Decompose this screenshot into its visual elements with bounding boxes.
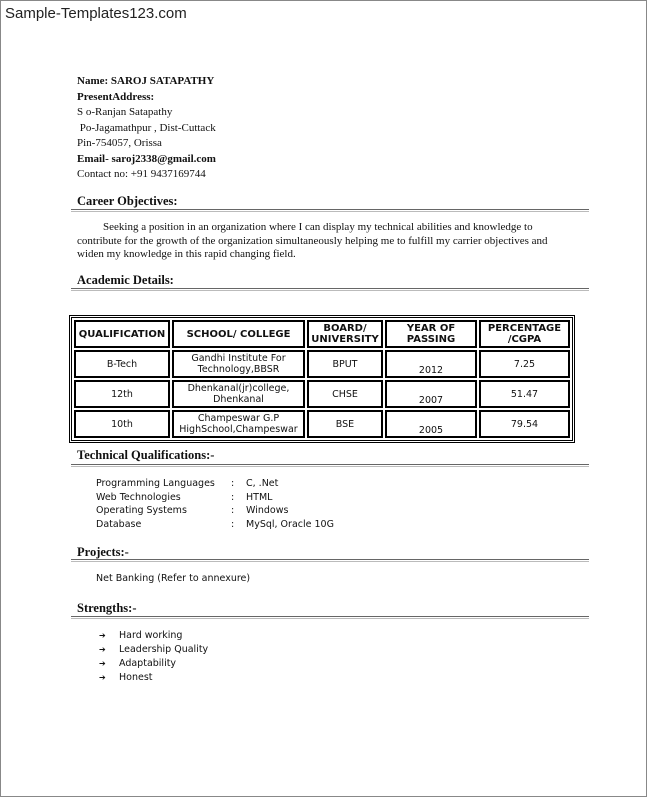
divider <box>71 559 589 562</box>
divider <box>71 464 589 467</box>
strength: Honest <box>119 672 153 683</box>
value: Windows <box>246 505 289 517</box>
table-row <box>74 380 570 408</box>
cell: Gandhi Institute For Technology,BBSR <box>172 350 305 378</box>
address-line: Po-Jagamathpur , Dist-Cuttack <box>77 121 216 134</box>
separator: : <box>231 505 235 517</box>
column-header: PERCENTAGE /CGPA <box>479 320 570 348</box>
address-line: Pin-754057, Orissa <box>77 137 162 149</box>
column-header: YEAR OF PASSING <box>385 320 477 348</box>
address-line: S o-Ranjan Satapathy <box>77 106 173 118</box>
strengths-list <box>99 629 208 685</box>
contact-block <box>77 74 216 183</box>
cell: 79.54 <box>479 410 570 438</box>
list-item <box>99 629 208 643</box>
strength: Hard working <box>119 630 183 641</box>
cell: 51.47 <box>479 380 570 408</box>
list-item <box>99 643 208 657</box>
divider <box>71 288 589 291</box>
list-item <box>96 491 334 505</box>
value: C, .Net <box>246 478 279 489</box>
separator: : <box>231 519 235 531</box>
academic-table <box>69 315 575 443</box>
career-text: Seeking a position in an organization where I can display my technical abilities and knowledge to contribute for the growth of the organization simultaneously helping me to fulfill my carrier objectives and widen my knowledge in this rapid changing field. <box>77 221 548 260</box>
arrow-bullet-icon: ➔ <box>99 673 106 682</box>
table-row <box>74 350 570 378</box>
technical-list <box>96 477 334 532</box>
value: HTML <box>246 491 273 503</box>
cell: 12th <box>74 380 170 408</box>
divider <box>71 209 589 212</box>
cell: BPUT <box>307 350 383 378</box>
list-item <box>96 477 334 491</box>
projects-title: Projects:- <box>77 545 129 559</box>
cell: BSE <box>307 410 383 438</box>
column-header: SCHOOL/ COLLEGE <box>172 320 305 348</box>
cell: 7.25 <box>479 350 570 378</box>
cell: Dhenkanal(jr)college, Dhenkanal <box>172 380 305 408</box>
name: Name: SAROJ SATAPATHY <box>77 75 215 87</box>
cell: 10th <box>74 410 170 438</box>
strength: Leadership Quality <box>119 644 209 655</box>
career-title: Career Objectives: <box>77 194 178 208</box>
divider <box>71 616 589 619</box>
list-item <box>96 504 334 518</box>
arrow-bullet-icon: ➔ <box>99 631 106 640</box>
arrow-bullet-icon: ➔ <box>99 659 106 668</box>
table-row <box>74 410 570 438</box>
column-header: QUALIFICATION <box>74 320 170 348</box>
arrow-bullet-icon: ➔ <box>99 645 106 654</box>
cell: Champeswar G.P HighSchool,Champeswar <box>172 410 305 438</box>
strength: Adaptability <box>119 658 177 669</box>
address-label: PresentAddress: <box>77 90 155 103</box>
project-text: Net Banking (Refer to annexure) <box>96 573 251 584</box>
list-item <box>96 518 334 532</box>
table-header-row <box>74 320 570 348</box>
contact: Contact no: +91 9437169744 <box>77 168 206 180</box>
watermark: Sample-Templates123.com <box>5 5 187 22</box>
label: Web Technologies <box>96 491 181 503</box>
strengths-title: Strengths:- <box>77 601 137 615</box>
label: Database <box>96 519 142 531</box>
cell: CHSE <box>307 380 383 408</box>
cell: 2012 <box>385 350 477 378</box>
email: Email- saroj2338@gmail.com <box>77 152 216 165</box>
cell: 2005 <box>385 410 477 438</box>
list-item <box>99 657 208 671</box>
label: Programming Languages <box>96 478 215 489</box>
academic-title: Academic Details: <box>77 273 174 287</box>
column-header: BOARD/ UNIVERSITY <box>307 320 383 348</box>
label: Operating Systems <box>96 505 187 517</box>
list-item <box>99 671 208 685</box>
technical-title: Technical Qualifications:- <box>77 448 215 462</box>
value: MySql, Oracle 10G <box>246 519 334 531</box>
cell: 2007 <box>385 380 477 408</box>
separator: : <box>231 478 235 489</box>
separator: : <box>231 491 235 503</box>
cell: B-Tech <box>74 350 170 378</box>
